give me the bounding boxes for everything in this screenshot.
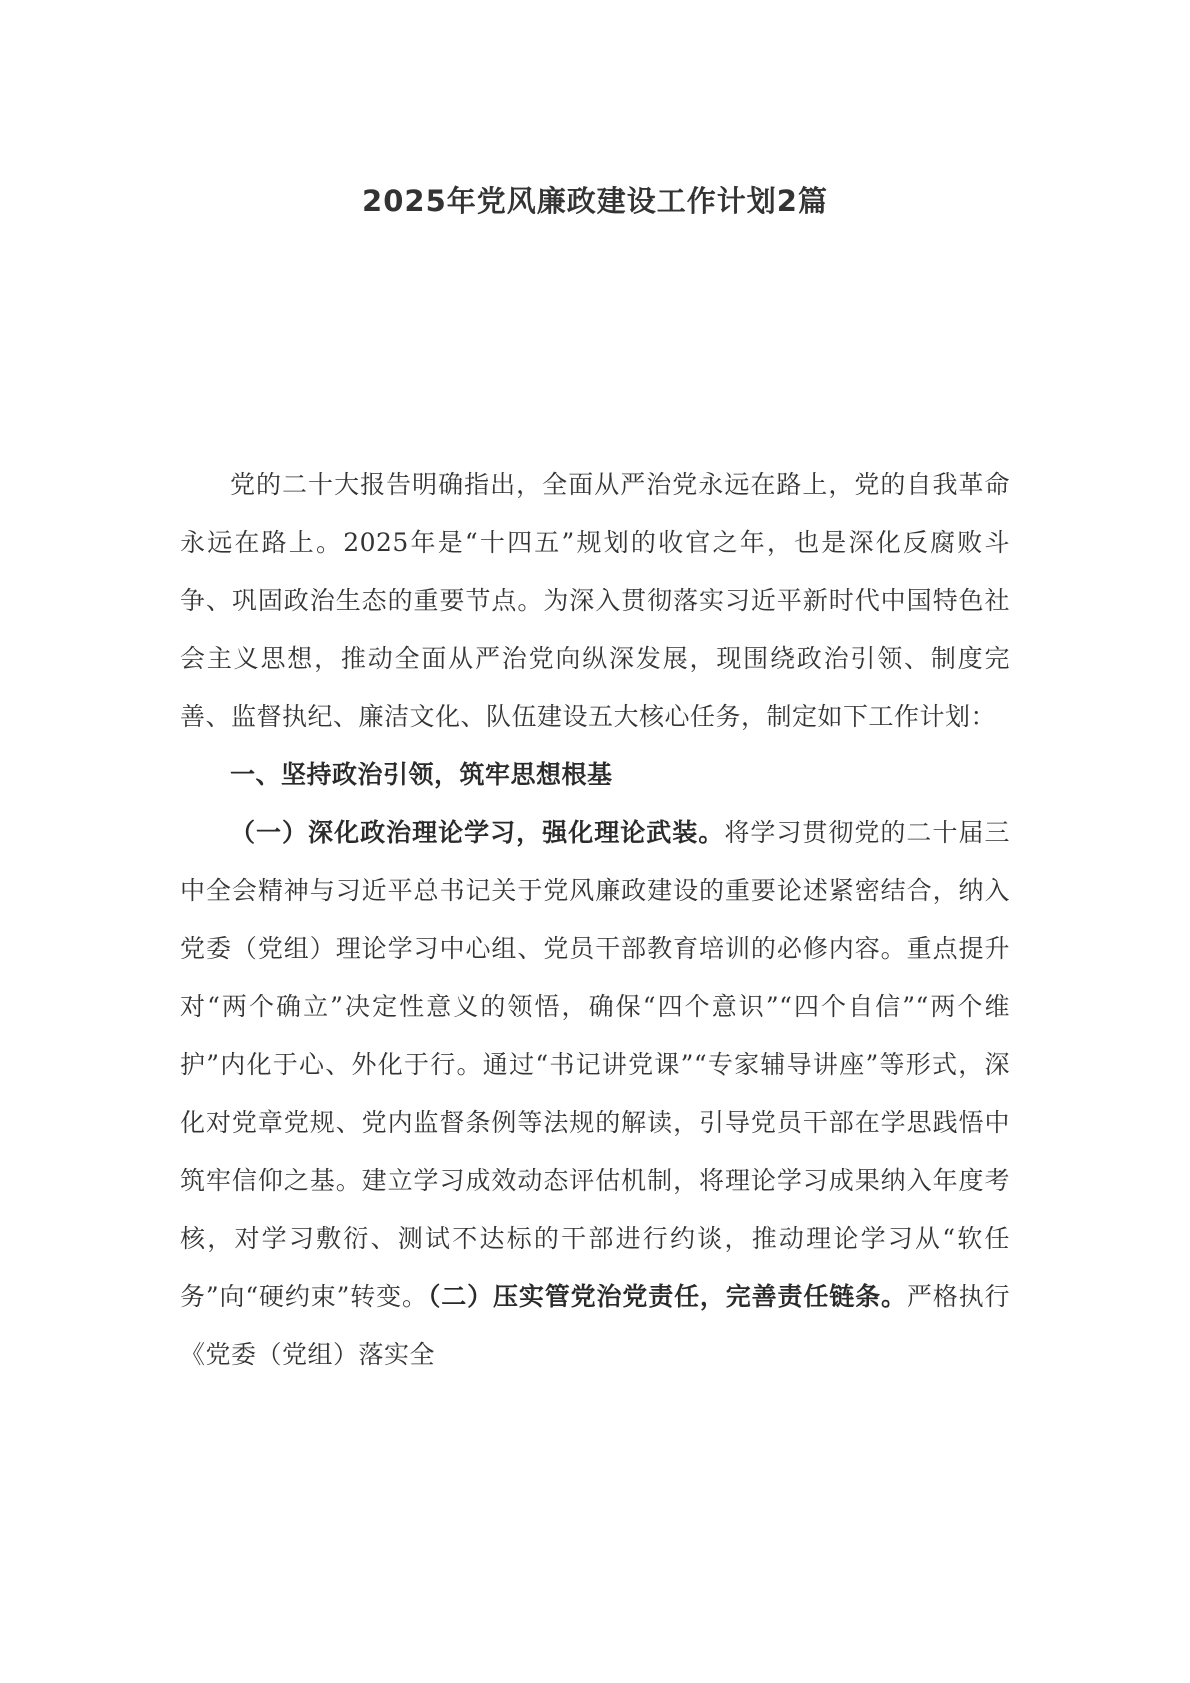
item-body-2: 严格执行《党委（党组）落实全 <box>180 1282 1010 1369</box>
section-heading-1-text: 一、坚持政治引领，筑牢思想根基 <box>230 760 613 789</box>
item-paragraph-1 <box>180 804 1010 1384</box>
document-title: 2025年党风廉政建设工作计划2篇 <box>362 184 828 218</box>
document-body <box>180 456 1010 1384</box>
intro-paragraph: 党的二十大报告明确指出，全面从严治党永远在路上，党的自我革命永远在路上。2025年是“十四五”规划的收官之年，也是深化反腐败斗争、巩固政治生态的重要节点。为深入贯彻落实习近平新时代中国特色社会主义思想，推动全面从严治党向纵深发展，现围绕政治引领、制度完善、监督执纪、廉洁文化、队伍建设五大核心任务，制定如下工作计划： <box>180 470 1010 731</box>
item-body-1: 将学习贯彻党的二十届三中全会精神与习近平总书记关于党风廉政建设的重要论述紧密结合，纳入党委（党组）理论学习中心组、党员干部教育培训的必修内容。重点提升对“两个确立”决定性意义的领悟，确保“四个意识”“四个自信”“两个维护”内化于心、外化于行。通过“书记讲党课”“专家辅导讲座”等形式，深化对党章党规、党内监督条例等法规的解读，引导党员干部在学思践悟中筑牢信仰之基。建立学习成效动态评估机制，将理论学习成果纳入年度考核，对学习敷衍、测试不达标的干部进行约谈，推动理论学习从“软任务”向“硬约束”转变。 <box>180 818 1010 1311</box>
item-heading-2: （二）压实管党治党责任，完善责任链条。 <box>427 1282 907 1311</box>
section-heading-1 <box>180 746 1010 804</box>
item-heading-1: （一）深化政治理论学习，强化理论武装。 <box>230 818 725 847</box>
